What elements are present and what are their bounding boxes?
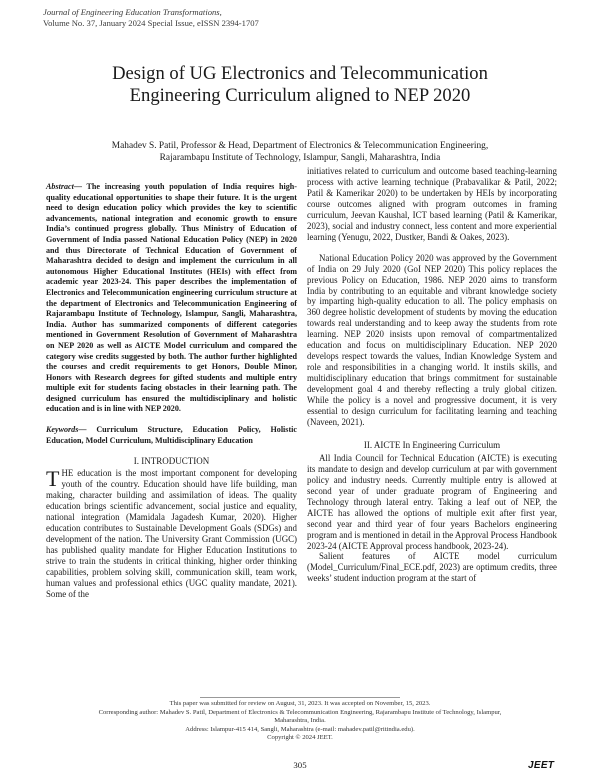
introduction-paragraph <box>46 468 297 599</box>
left-column <box>46 182 297 600</box>
keywords-label: Keywords <box>46 425 79 435</box>
journal-name: Journal of Engineering Education Transformations, <box>43 7 222 17</box>
footnote-line-1: This paper was submitted for review on August, 31, 2023. It was accepted on November, 15, 2023. <box>169 700 431 707</box>
abstract-text: — The increasing youth population of India requires high-quality educational opportunities to shape their future. It is the urgent need to design education policy which provides the key to scientific advancements, national integration and economic growth to ensure India’s continued progress globally. Thus Ministry of Education of Government of India passed National Education Policy (NEP) in 2020 and thus Directorate of Technical Education of Government of Maharashtra decided to design and implement the curriculum in all autonomous Higher Educational Institutes (HEIs) with effect from academic year 2023-24. This paper describes the implementation of Electronics and Telecommunication engineering curriculum structure at the department of Electronics and Telecommunication Engineering of Rajarambapu Institute of Technology, Islampur, Sangli, Maharashtra, India. Author has summarized components of different categories mentioned in Government Resolution of Government of Maharashtra on NEP 2020 as well as AICTE Model curriculum and compared the category wise credits suggested by both. The author further highlighted the courses and credit requirements to get Honors, Double Minor, Honors with Research degrees for gifted students and multiple entry multiple exit for students facing obstacles in their learning path. The designed curriculum has ensured the multidisciplinary and holistic education and is in line with NEP 2020. <box>46 182 297 414</box>
journal-volume-line: Volume No. 37, January 2024 Special Issue, eISSN 2394-1707 <box>43 17 259 28</box>
right-paragraph-3: All India Council for Technical Education (AICTE) is executing its mandate to design and develop curriculum at par with government policy and industry needs. Currently multiple entry is allowed at second year of under graduate program of Engineering and Technology through lateral entry. Taking a leaf out of NEP, the AICTE has allowed the options of multiple exit after first year, second year and third year of four years Bachelors engineering program and is mentioned in detail in the Approval Process Handbook 2023-24 (AICTE Approval process handbook, 2023-24). <box>307 452 557 551</box>
author-block <box>40 140 560 164</box>
introduction-text: HE education is the most important component for developing youth of the country. Education should have life building, man making, character building and assimilation of ideas. The quality education brings scientific advancement, social justice and equality, national integration (Mamidala Jagadesh Kumar, 2020). Higher education contributes to Sustainable Development Goals (SDGs) and development of the nation. The University Grant Commission (UGC) has published quality mandate for Higher Education Institutions to strive to train the students in critical thinking, higher order thinking capabilities, problem solving skill, communication skill, team work, human values and professional ethics (UGC quality mandate, 2021). Some of the <box>46 468 297 599</box>
abstract-label: Abstract <box>46 182 74 191</box>
footnote-line-2: Corresponding author: Mahadev S. Patil, Department of Electronics & Telecommunication Engineering, Rajarambapu Institute of Technology, Islampur, <box>98 708 502 716</box>
right-paragraph-1: initiatives related to curriculum and outcome based teaching-learning process with active learning technique (Prabavalikar & Patil, 2022; Patil & Kamerikar 2020) to be undertaken by HEIs by incorporating course outcomes aligned with program outcomes in framing curriculum, Jeevan Kaushal, ICT based learning (Patil & Kamerikar, 2023), social and industry connect, less content and more experiential learning (Yenugu, 2022, Dustker, Bandi & Oakes, 2023). <box>307 166 557 242</box>
footnote-rule <box>200 697 400 698</box>
footnote-line-3: Maharashtra, India. <box>274 717 326 725</box>
author-line-1: Mahadev S. Patil, Professor & Head, Department of Electronics & Telecommunication Engineering, <box>111 141 489 151</box>
paper-title-line-2: Engineering Curriculum aligned to NEP 2020 <box>129 85 471 106</box>
footnote-block <box>40 697 560 743</box>
right-paragraph-4: Salient features of AICTE model curriculum (Model_Curriculum/Final_ECE.pdf, 2023) are optimum credits, three weeks’ student induction program at the start of <box>307 551 557 584</box>
abstract <box>46 182 297 415</box>
keywords-text: — Curriculum Structure, Education Policy, Holistic Education, Model Curriculum, Multidisciplinary Education <box>46 425 297 445</box>
section-heading-introduction: I. INTRODUCTION <box>133 456 210 467</box>
jeet-logo: JEET <box>528 760 555 771</box>
drop-cap: T <box>46 466 60 492</box>
footnote-line-5: Copyright © 2024 JEET. <box>267 734 333 742</box>
keywords <box>46 425 297 446</box>
paper-title-line-1: Design of UG Electronics and Telecommunication <box>112 63 488 84</box>
footnote-line-4: Address: Islampur-415 414, Sangli, Maharashtra (e-mail: mahadev.patil@ritindia.edu). <box>185 725 415 733</box>
right-column <box>307 166 557 584</box>
paper-title <box>40 63 560 107</box>
right-paragraph-2: National Education Policy 2020 was approved by the Government of India on 29 July 2020 (GoI NEP 2020) This policy replaces the previous Policy on Education, 1986. NEP 2020 aims to transform India by contributing to an equitable and vibrant knowledge society by imparting high-quality education to all. The policy emphasis on 360 degree holistic development of students by moving the education towards real understanding and to keep away the students from rote learning. NEP 2020 insists upon removal of compartmentalized education and focus on multidisciplinary Education. NEP 2020 develops respect towards the values, Indian Knowledge System and role and responsibilities in a changing world. It instils skills, and multidisciplinary education that brings commitment for sustainable development goal 4 and thereby reflecting a truly global citizen. While the policy is a novel and progressive document, it is very essential to design curriculum for facilitating learning and teaching (Naveen, 2021). <box>307 252 557 427</box>
page-number: 305 <box>293 760 307 770</box>
journal-header <box>43 7 343 28</box>
author-line-2: Rajarambapu Institute of Technology, Islampur, Sangli, Maharashtra, India <box>159 153 441 163</box>
section-heading-aicte: II. AICTE In Engineering Curriculum <box>363 439 501 450</box>
